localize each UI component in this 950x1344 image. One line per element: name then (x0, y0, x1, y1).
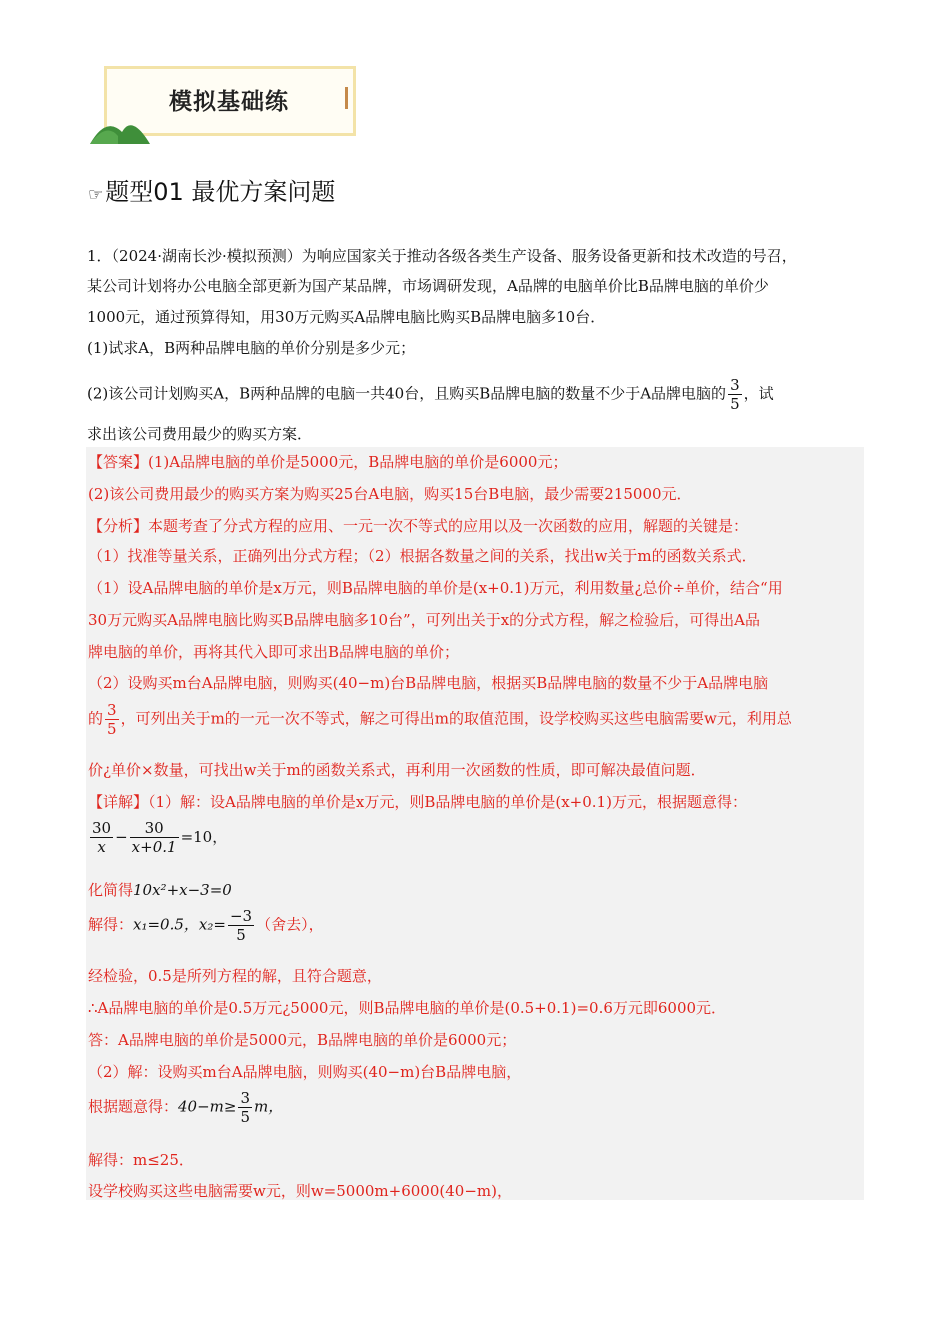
answer-panel (86, 447, 864, 1200)
detail-line: 解得：x₁=0.5，x₂= $\frac{-3}{5}$ （舍去）， (88, 907, 324, 944)
analysis-line: （1）设A品牌电脑的单价是x万元，则B品牌电脑的单价是(x+0.1)万元，利用数量¿总价÷单价，结合“用 (88, 579, 783, 597)
fraction: $\frac{3}{5}$ (730, 376, 740, 413)
detail-line: ∴A品牌电脑的单价是0.5万元¿5000元，则B品牌电脑的单价是(0.5+0.1)=0.6万元即6000元． (88, 999, 727, 1017)
analysis-line: 价¿单价×数量，可找出w关于m的函数关系式，再利用一次函数的性质，即可解决最值问题． (88, 761, 706, 779)
detail-line: 【详解】（1）解：设A品牌电脑的单价是x万元，则B品牌电脑的单价是(x+0.1)万元，根据题意得： (88, 793, 747, 811)
pointing-hand-icon: ☞ (88, 185, 104, 205)
equation-line: $\frac{30}{x}$ − $\frac{30}{x+0.1}$ =10， (92, 819, 228, 856)
question-part-1: (1)试求A，B两种品牌电脑的单价分别是多少元； (87, 339, 416, 357)
analysis-line: （1）找准等量关系，正确列出分式方程；（2）根据各数量之间的关系，找出w关于m的函数关系式． (88, 547, 757, 565)
banner-title: 模拟基础练 (169, 89, 289, 115)
analysis-line: 30万元购买A品牌电脑比购买B品牌电脑多10台”，可列出关于x的分式方程，解之检验后，可得出A品 (88, 611, 760, 629)
answer-line: (2)该公司费用最少的购买方案为购买25台A电脑，购买15台B电脑，最少需要215000元． (88, 485, 692, 503)
question-line-3: 1000元，通过预算得知，用30万元购买A品牌电脑比购买B品牌电脑多10台． (87, 308, 606, 326)
analysis-line: （2）设购买m台A品牌电脑，则购买(40−m)台B品牌电脑，根据买B品牌电脑的数量不少于A品牌电脑 (88, 674, 769, 692)
section-heading (88, 172, 335, 207)
banner-accent-mark (345, 87, 348, 109)
detail-line: 解得：m≤25． (88, 1151, 194, 1169)
question-line-1: 1．（2024·湖南长沙·模拟预测）为响应国家关于推动各级各类生产设备、服务设备更新和技术改造的号召， (87, 247, 797, 265)
section-title: 题型01 最优方案问题 (105, 178, 336, 206)
question-line-2: 某公司计划将办公电脑全部更新为国产某品牌，市场调研发现，A品牌的电脑单价比B品牌电脑的单价少 (87, 277, 769, 295)
detail-line: （2）解：设购买m台A品牌电脑，则购买(40−m)台B品牌电脑， (88, 1063, 522, 1081)
detail-line: 设学校购买这些电脑需要w元，则w=5000m+6000(40−m)， (88, 1182, 512, 1200)
detail-line: 经检验，0.5是所列方程的解，且符合题意， (88, 967, 382, 985)
analysis-line: 的 $\frac{3}{5}$ ，可列出关于m的一元一次不等式，解之可得出m的取值范围，设学校购买这些电脑需要w元，利用总 (88, 701, 792, 738)
question-part-2: (2)该公司计划购买A，B两种品牌的电脑一共40台，且购买B品牌电脑的数量不少于A品牌电脑的 $\frac{3}{5}$ ，试 (87, 376, 774, 413)
analysis-line: 【分析】本题考查了分式方程的应用、一元一次不等式的应用以及一次函数的应用，解题的关键是： (88, 517, 749, 535)
hills-icon (88, 110, 158, 146)
answer-line: 【答案】(1)A品牌电脑的单价是5000元，B品牌电脑的单价是6000元； (88, 453, 568, 471)
question-part-2-cont: 求出该公司费用最少的购买方案． (87, 425, 313, 443)
detail-line: 答：A品牌电脑的单价是5000元，B品牌电脑的单价是6000元； (88, 1031, 517, 1049)
detail-line: 根据题意得：40−m≥ $\frac{3}{5}$ m， (88, 1089, 284, 1126)
detail-line: 化简得10x²+x−3=0 (88, 881, 232, 899)
analysis-line: 牌电脑的单价，再将其代入即可求出B品牌电脑的单价； (88, 643, 460, 661)
